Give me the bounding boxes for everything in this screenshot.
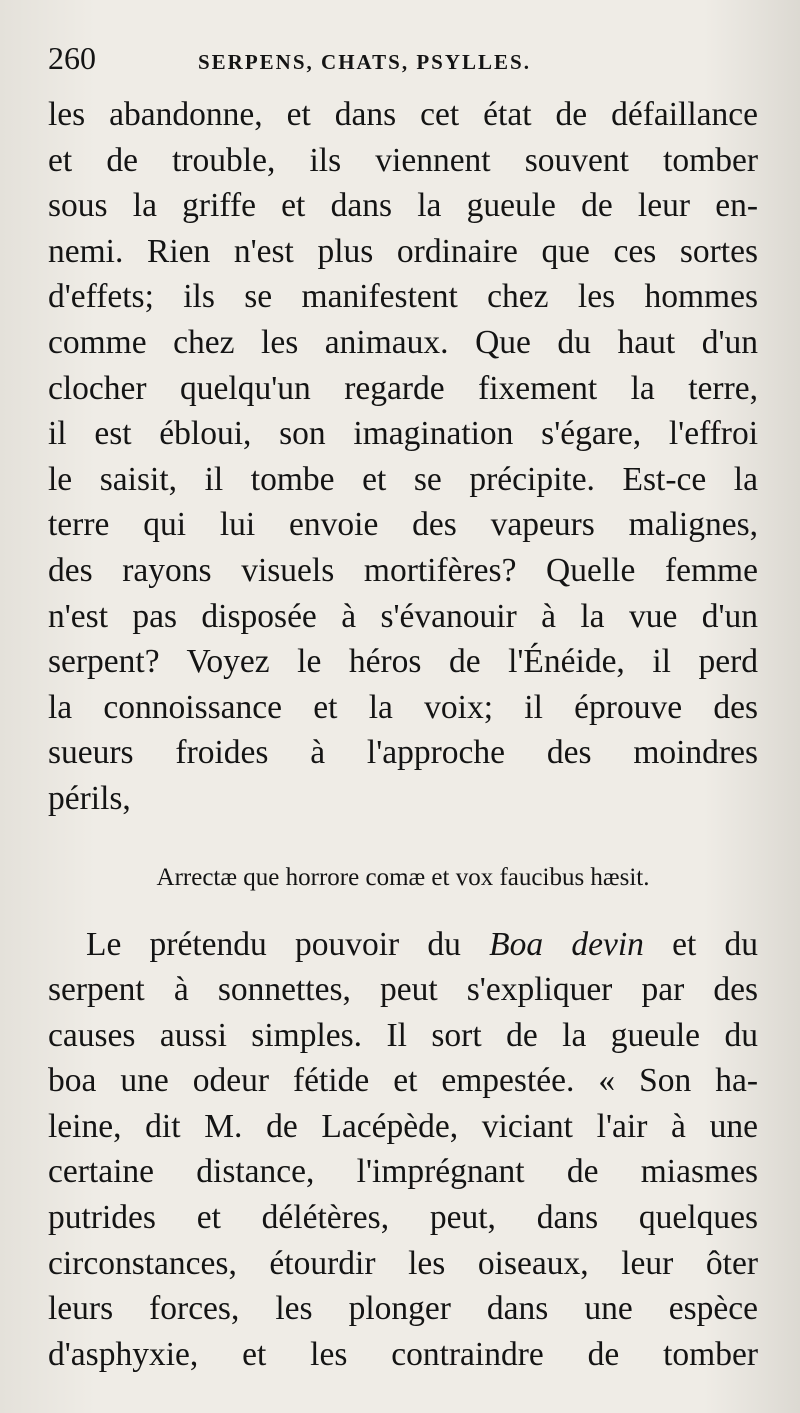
text-segment: Le prétendu pouvoir du: [86, 925, 490, 963]
text-line: sueurs froides à l'approche des moindres: [48, 734, 758, 772]
text-line: la connoissance et la voix; il éprouve des: [48, 688, 758, 726]
text-line: d'asphyxie, et les contraindre de tomber: [48, 1335, 758, 1373]
text-line: putrides et délétères, peut, dans quelques: [48, 1199, 758, 1237]
text-line: circonstances, étourdir les oiseaux, leur ôter: [48, 1244, 758, 1282]
text-line: [48, 922, 758, 968]
text-line: clocher quelqu'un regarde fixement la terre,: [48, 369, 758, 407]
text-segment: et du: [643, 925, 758, 963]
italic-species-name: Boa devin: [489, 925, 644, 963]
text-line: nemi. Rien n'est plus ordinaire que ces sortes: [48, 232, 758, 270]
page-number: 260: [48, 40, 96, 76]
text-line: terre qui lui envoie des vapeurs malignes,: [48, 506, 758, 544]
text-line: leine, dit M. de Lacépède, viciant l'air à une: [48, 1107, 758, 1145]
text-line: leurs forces, les plonger dans une espèce: [48, 1290, 758, 1328]
text-line: le saisit, il tombe et se précipite. Est-ce la: [48, 460, 758, 498]
latin-quotation: Arrectæ que horrore comæ et vox faucibus hæsit.: [156, 863, 650, 891]
page-header: [48, 40, 758, 92]
text-line: les abandonne, et dans cet état de défaillance: [48, 96, 758, 133]
text-line: boa une odeur fétide et empestée. « Son ha-: [48, 1062, 758, 1100]
text-line: il est ébloui, son imagination s'égare, l'effroi: [48, 415, 758, 453]
running-head: SERPENS, CHATS, PSYLLES.: [198, 50, 531, 74]
text-line: n'est pas disposée à s'évanouir à la vue d'un: [48, 597, 758, 635]
text-line: périls,: [48, 779, 131, 817]
text-line: comme chez les animaux. Que du haut d'un: [48, 323, 758, 361]
text-line: serpent à sonnettes, peut s'expliquer par des: [48, 971, 758, 1009]
paragraph-1: [48, 92, 758, 822]
text-line: d'effets; ils se manifestent chez les hommes: [48, 278, 758, 316]
text-line: causes aussi simples. Il sort de la gueule du: [48, 1016, 758, 1054]
paragraph-2: [48, 922, 758, 1378]
text-line: serpent? Voyez le héros de l'Énéide, il perd: [48, 643, 758, 681]
text-line: et de trouble, ils viennent souvent tomber: [48, 141, 758, 179]
text-line: des rayons visuels mortifères? Quelle femme: [48, 551, 758, 589]
text-line: sous la griffe et dans la gueule de leur en-: [48, 187, 758, 225]
text-line: certaine distance, l'imprégnant de miasmes: [48, 1153, 758, 1191]
